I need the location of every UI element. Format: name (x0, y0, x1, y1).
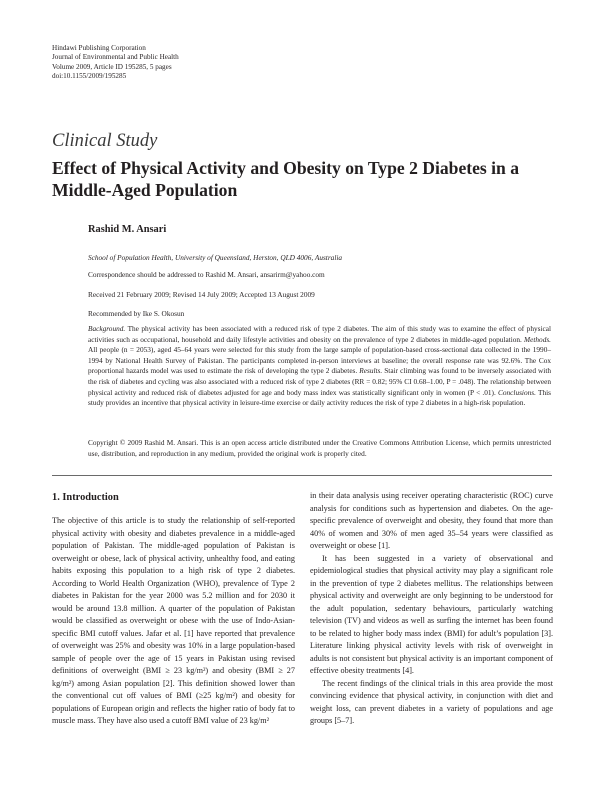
right-column (310, 490, 553, 728)
author-name: Rashid M. Ansari (88, 224, 167, 235)
received-dates: Received 21 February 2009; Revised 14 July 2009; Accepted 13 August 2009 (88, 290, 315, 299)
affiliation: School of Population Health, University of Queensland, Herston, QLD 4006, Australia (88, 253, 343, 262)
doi-line: doi:10.1155/2009/195285 (52, 72, 127, 81)
conclusions-label: Conclusions. (498, 387, 536, 397)
body-paragraph: The recent findings of the clinical trials in this area provide the most convincing evidence that physical activity, in conjunction with diet and weight loss, can prevent diabetes in a variety of populations and age groups [5–7]. (310, 678, 553, 725)
methods-label: Methods. (524, 334, 552, 344)
volume-line: Volume 2009, Article ID 195285, 5 pages (52, 62, 172, 71)
conclusions-text: This study provides an incentive that physical activity in leisure-time exercise or daily activity reduces the risk of type 2 diabetes in a high-risk population. (88, 387, 551, 408)
section-heading: 1. Introduction (52, 492, 119, 503)
correspondence: Correspondence should be addressed to Rashid M. Ansari, ansarirm@yahoo.com (88, 270, 325, 279)
background-text: The physical activity has been associated with a reduced risk of type 2 diabetes. The aim of this study was to examine the effect of physical activities such as occupational, household and daily lifestyle activities and obesity on the prevalence of type 2 diabetes in middle-aged population. (88, 324, 551, 344)
background-label: Background. (88, 324, 126, 333)
journal-name: Journal of Environmental and Public Health (52, 53, 179, 62)
results-label: Results. (359, 366, 383, 376)
abstract (88, 324, 551, 409)
left-column (52, 515, 295, 728)
copyright-notice: Copyright © 2009 Rashid M. Ansari. This is an open access article distributed under the Creative Commons Attribution License, which permits unrestricted use, distribution, and reproduction in any medium, provided the original work is properly cited. (88, 438, 551, 458)
journal-header (52, 44, 179, 82)
methods-text: All people (n = 2053), aged 45–64 years were selected for this study from the large sample of population-based cross-sectional data collected in the 1990–1994 by National Health Survey of Pakistan. The participants completed in-person interviews at baseline; the overall response rate was 92.6%. The Cox proportional hazards model was used to estimate the risk of developing the type 2 diabetes. (88, 345, 551, 376)
body-paragraph: It has been suggested in a variety of observational and epidemiological studies that physical activity may play a significant role in the prevention of type 2 diabetes mellitus. The relationships between physical activity and overweight are only beginning to be understood for the adult population, sedentary behaviours, particularly watching television (TV) and videos as well as surfing the internet has been found to be related to higher body mass index (BMI) for adult’s population [3]. Literature linking physical activity levels with risk of overweight in adults is not consistent but physical activity is an important component of effective obesity treatments [4]. (310, 553, 553, 675)
body-paragraph: in their data analysis using receiver operating characteristic (ROC) curve analysis for conditions such as hypertension and diabetes. On the age-specific prevalence of overweight and obesity, they found that more than 40% of women and 30% of men aged 35–54 years were classified as overweight or obese [1]. (310, 491, 553, 550)
publisher-line: Hindawi Publishing Corporation (52, 44, 146, 52)
body-paragraph: The objective of this article is to study the relationship of self-reported physical activity with obesity and diabetes prevalence in a middle-aged population of Pakistan. The middle-aged population of Pakistan is overweight or obese, lack of physical activity, unhealthy food, and eating habits exposing this population to a high risk of type 2 diabetes. According to World Health Organization (WHO), prevalence of Type 2 diabetes in Pakistan for the year 2000 was 5.2 million and for 2030 it would be around 13.8 million. A quarter of the population of Pakistan would be classified as overweight or obese with the use of Indo-Asian-specific BMI cutoff values. Jafar et al. [1] have reported that prevalence of overweight was 25% and obesity was 10% in a large population-based sample of people over the age of 15 years in Pakistan using revised definitions of overweight (BMI ≥ 23 kg/m²) and obesity (BMI ≥ 27 kg/m²) among Asian population [2]. This definition showed lower than the conventional cut off values of BMI (≥25 kg/m²) and obesity for populations of European origin and reflects the higher ratio of body fat to muscle mass. They have also used a cutoff BMI value of 23 kg/m² (52, 516, 295, 725)
section-divider (52, 475, 552, 476)
recommended-by: Recommended by Ike S. Okosun (88, 309, 185, 318)
article-title: Effect of Physical Activity and Obesity on Type 2 Diabetes in a Middle-Aged Population (52, 158, 520, 200)
study-type: Clinical Study (52, 131, 158, 151)
results-text: Stair climbing was found to be inversely associated with the risk of diabetes and cycling was also associated with a reduced risk of type 2 diabetes (RR = 0.82; 95% CI 0.68–1.00, P = .048). The relationship between physical activity and reduced risk of diabetes adjusted for age and body mass index was statistically significant only in women (P < .01). (88, 366, 552, 397)
